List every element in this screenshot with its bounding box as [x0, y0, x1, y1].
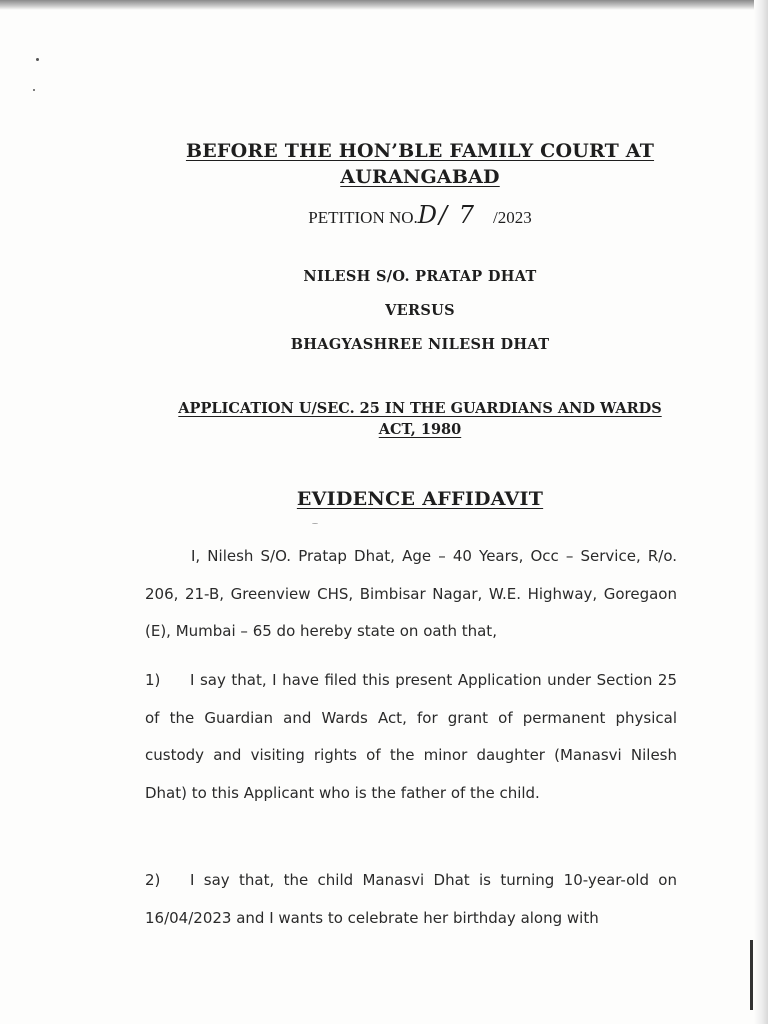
- paragraph-number: 2): [145, 871, 161, 889]
- scan-speck: [33, 89, 35, 91]
- numbered-paragraph: [145, 862, 677, 937]
- paragraph-number: 1): [145, 671, 161, 689]
- scan-top-edge: [0, 0, 768, 10]
- petition-prefix: PETITION NO.: [308, 208, 418, 227]
- affidavit-heading: EVIDENCE AFFIDAVIT: [296, 488, 544, 510]
- paragraph-text: I say that, I have filed this present Application under Section 25 of the Guardian and Wards Act, for grant of permanent physical custody and visiting rights of the minor daughter (Manasvi Nilesh Dhat) to this Applicant who is the father of the child.: [145, 671, 677, 802]
- petitioner-name: NILESH S/O. PRATAP DHAT: [303, 268, 537, 285]
- paragraph-text: I say that, the child Manasvi Dhat is turning 10-year-old on 16/04/2023 and I wants to celebrate her birthday along with: [145, 871, 677, 927]
- intro-paragraph: I, Nilesh S/O. Pratap Dhat, Age – 40 Years, Occ – Service, R/o. 206, 21-B, Greenview CHS, Bimbisar Nagar, W.E. Highway, Goregaon (E), Mumbai – 65 do hereby state on oath that,: [145, 547, 677, 640]
- scan-speck: [312, 523, 318, 524]
- respondent-name: BHAGYASHREE NILESH DHAT: [290, 336, 550, 353]
- versus-label: VERSUS: [385, 302, 455, 319]
- court-title-line2: AURANGABAD: [340, 166, 500, 188]
- scan-edge-mark: [750, 940, 753, 1010]
- numbered-paragraph: [145, 662, 677, 812]
- petition-number: [0, 201, 768, 229]
- court-title-line1: BEFORE THE HON’BLE FAMILY COURT AT: [185, 140, 655, 162]
- application-title-line1: APPLICATION U/SEC. 25 IN THE GUARDIANS AND WARDS: [178, 400, 662, 417]
- application-title-line2: ACT, 1980: [378, 421, 462, 438]
- petition-year: /2023: [493, 208, 532, 227]
- scan-speck: [36, 58, 39, 61]
- petition-handwritten-number: D/ 7: [417, 201, 477, 229]
